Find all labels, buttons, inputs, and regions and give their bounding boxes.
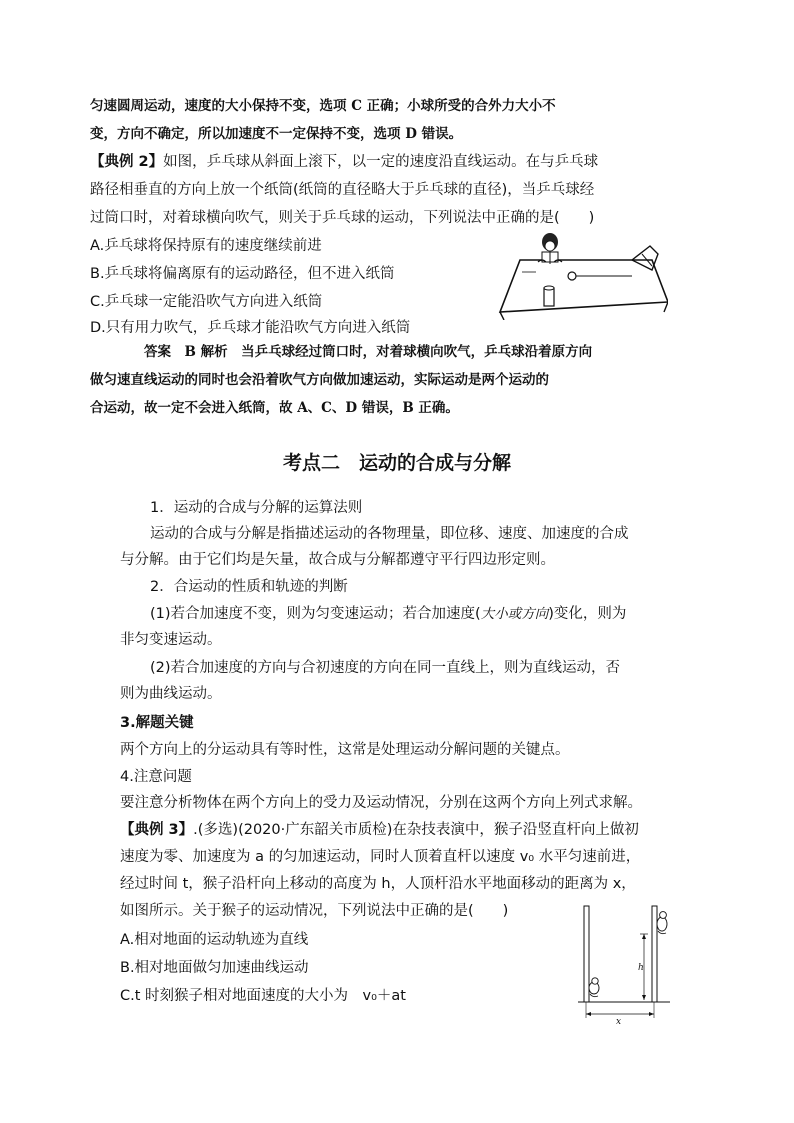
height-label: h xyxy=(638,963,644,973)
example-2-text-1: 如图，乒乓球从斜面上滚下，以一定的速度沿直线运动。在与乒乓球 xyxy=(163,154,599,170)
example-2-answer-line-1: 答案 B 解析 当乒乓球经过筒口时，对着球横向吹气，乒乓球沿着原方向 xyxy=(144,344,593,360)
subsection-2-point-1-line-2: 非匀变速运动。 xyxy=(120,632,222,648)
section-title: 考点二 运动的合成与分解 xyxy=(282,452,511,474)
monkey-bottom-icon xyxy=(589,978,599,997)
example-3-line-4: 如图所示。关于猴子的运动情况，下列说法中正确的是( ) xyxy=(120,903,509,919)
example-2-answer-line-2: 做匀速直线运动的同时也会沿着吹气方向做加速运动，实际运动是两个运动的 xyxy=(90,372,549,388)
example-2-line-3: 过筒口时，对着球横向吹气，则关于乒乓球的运动，下列说法中正确的是( ) xyxy=(90,210,595,226)
example-3-option-a: A.相对地面的运动轨迹为直线 xyxy=(120,932,309,948)
example-3-line-1 xyxy=(120,820,639,840)
example-3-line-2: 速度为零、加速度为 a 的匀加速运动，同时人顶着直杆以速度 v₀ 水平匀速前进， xyxy=(120,849,641,865)
example-2-option-b: B.乒乓球将偏离原有的运动路径，但不进入纸筒 xyxy=(90,266,395,282)
example-3-option-c: C.t 时刻猴子相对地面速度的大小为 v₀＋at xyxy=(120,988,406,1004)
example-2-line-1 xyxy=(90,152,598,172)
example-3-option-b: B.相对地面做匀加速曲线运动 xyxy=(120,960,309,976)
subsection-4-title: 4.注意问题 xyxy=(120,769,192,785)
point-1-text-c: )变化，则为 xyxy=(548,606,627,622)
monkey-top-icon xyxy=(657,912,667,934)
example-2-answer-line-3: 合运动，故一定不会进入纸筒，故 A、C、D 错误，B 正确。 xyxy=(90,400,459,416)
subsection-3-body: 两个方向上的分运动具有等时性，这常是处理运动分解问题的关键点。 xyxy=(120,742,570,758)
example-2-option-a: A.乒乓球将保持原有的速度继续前进 xyxy=(90,238,322,254)
ping-pong-table-illustration xyxy=(492,232,668,320)
subsection-2-title: 2．合运动的性质和轨迹的判断 xyxy=(150,579,348,595)
subsection-2-point-1-line-1 xyxy=(150,604,626,624)
subsection-2-point-2-line-1: (2)若合加速度的方向与合初速度的方向在同一直线上，则为直线运动，否 xyxy=(150,660,621,676)
example-2-tag: 【典例 2】 xyxy=(90,154,164,170)
subsection-4-body: 要注意分析物体在两个方向上的受力及运动情况，分别在这两个方向上列式求解。 xyxy=(120,795,642,811)
example-2-option-d: D.只有用力吹气，乒乓球才能沿吹气方向进入纸筒 xyxy=(90,320,411,336)
example-3-text-1: .(多选)(2020·广东韶关市质检)在杂技表演中，猴子沿竖直杆向上做初 xyxy=(193,822,639,838)
subsection-3-title: 3.解题关键 xyxy=(120,715,194,731)
example-2-option-c: C.乒乓球一定能沿吹气方向进入纸筒 xyxy=(90,294,323,310)
subsection-1-line-2: 与分解。由于它们均是矢量，故合成与分解都遵守平行四边形定则。 xyxy=(120,552,555,568)
example-3-tag: 【典例 3】 xyxy=(120,822,194,838)
monkey-pole-illustration xyxy=(574,904,674,1026)
subsection-1-line-1: 运动的合成与分解是指描述运动的各物理量，即位移、速度、加速度的合成 xyxy=(150,526,629,542)
subsection-2-point-2-line-2: 则为曲线运动。 xyxy=(120,686,222,702)
distance-label: x xyxy=(616,1017,622,1026)
point-1-text-b: 大小或方向 xyxy=(480,606,549,622)
example-2-line-2: 路径相垂直的方向上放一个纸筒(纸筒的直径略大于乒乓球的直径)，当乒乓球经 xyxy=(90,182,595,198)
subsection-1-title: 1．运动的合成与分解的运算法则 xyxy=(150,500,363,516)
point-1-text-a: (1)若合加速度不变，则为匀变速运动；若合加速度( xyxy=(150,606,481,622)
prev-answer-line-1: 匀速圆周运动，速度的大小保持不变，选项 C 正确；小球所受的合外力大小不 xyxy=(90,98,556,114)
prev-answer-line-2: 变，方向不确定，所以加速度不一定保持不变，选项 D 错误。 xyxy=(90,126,463,142)
example-3-line-3: 经过时间 t，猴子沿杆向上移动的高度为 h，人顶杆沿水平地面移动的距离为 x， xyxy=(120,876,636,892)
